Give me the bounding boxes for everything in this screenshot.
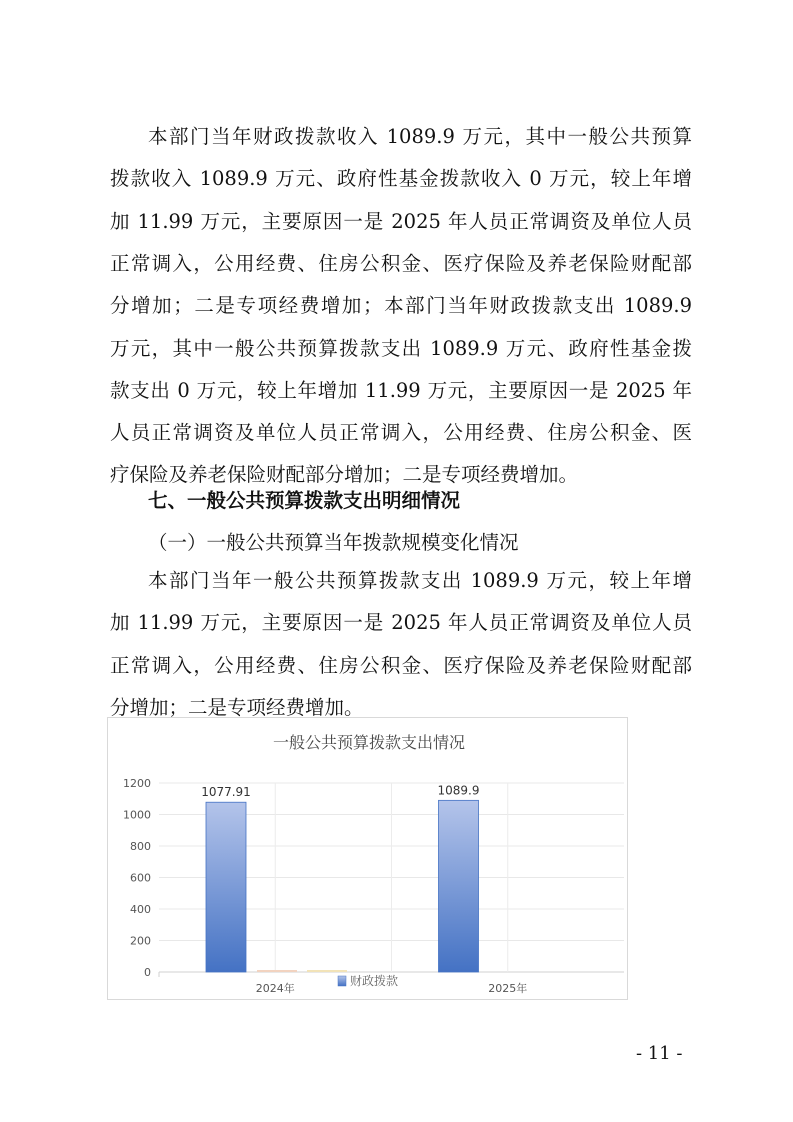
text-line: 本部门当年财政拨款收入 1089.9 万元，其中一般公共预算 [148,125,692,148]
text-line: 正常调入，公用经费、住房公积金、医疗保险及养老保险财配部 [110,653,692,677]
text-line: 本部门当年一般公共预算拨款支出 1089.9 万元，较上年增 [148,569,692,592]
bar-chart [107,717,628,1000]
bar-2024年 [206,802,246,972]
y-tick-label: 600 [130,871,151,885]
text-line: 加 11.99 万元，主要原因一是 2025 年人员正常调资及单位人员 [110,209,692,233]
text-line: 人员正常调资及单位人员正常调入，公用经费、住房公积金、医 [110,421,692,445]
legend-swatch [338,976,346,986]
text-line: 拨款收入 1089.9 万元、政府性基金拨款收入 0 万元，较上年增 [110,167,692,191]
data-label: 1089.9 [437,783,480,798]
text-line: 疗保险及养老保险财配部分增加；二是专项经费增加。 [110,463,579,487]
text-line: 正常调入，公用经费、住房公积金、医疗保险及养老保险财配部 [110,251,692,275]
text-line: 分增加；二是专项经费增加。 [110,695,364,719]
text-line: 款支出 0 万元，较上年增加 11.99 万元，主要原因一是 2025 年 [110,378,692,402]
y-tick-label: 800 [130,840,151,853]
y-tick-label: 200 [130,934,151,948]
bar-2025年 [439,800,479,972]
chart-title: 一般公共预算拨款支出情况 [272,733,466,752]
chart-legend [338,973,398,988]
y-tick-label: 400 [130,903,151,916]
legend-label: 财政拨款 [350,974,399,988]
data-label: 1077.91 [201,785,251,800]
text-line: 万元，其中一般公共预算拨款支出 1089.9 万元、政府性基金拨 [110,336,692,360]
x-tick-label: 2024年 [255,982,295,995]
text-line: 加 11.99 万元，主要原因一是 2025 年人员正常调资及单位人员 [110,611,692,635]
empty-bar [307,970,347,972]
y-tick-label: 1200 [123,777,151,790]
x-tick-label: 2025年 [488,982,528,995]
y-tick-label: 0 [144,966,151,979]
page-number: - 11 - [636,1043,683,1064]
y-tick-label: 1000 [123,808,151,822]
empty-bar [257,970,297,972]
section-heading: 七、一般公共预算拨款支出明细情况 [148,489,461,512]
chart-canvas [108,718,629,1001]
subsection-heading: （一）一般公共预算当年拨款规模变化情况 [148,531,519,554]
text-line: 分增加；二是专项经费增加；本部门当年财政拨款支出 1089.9 [110,294,692,318]
